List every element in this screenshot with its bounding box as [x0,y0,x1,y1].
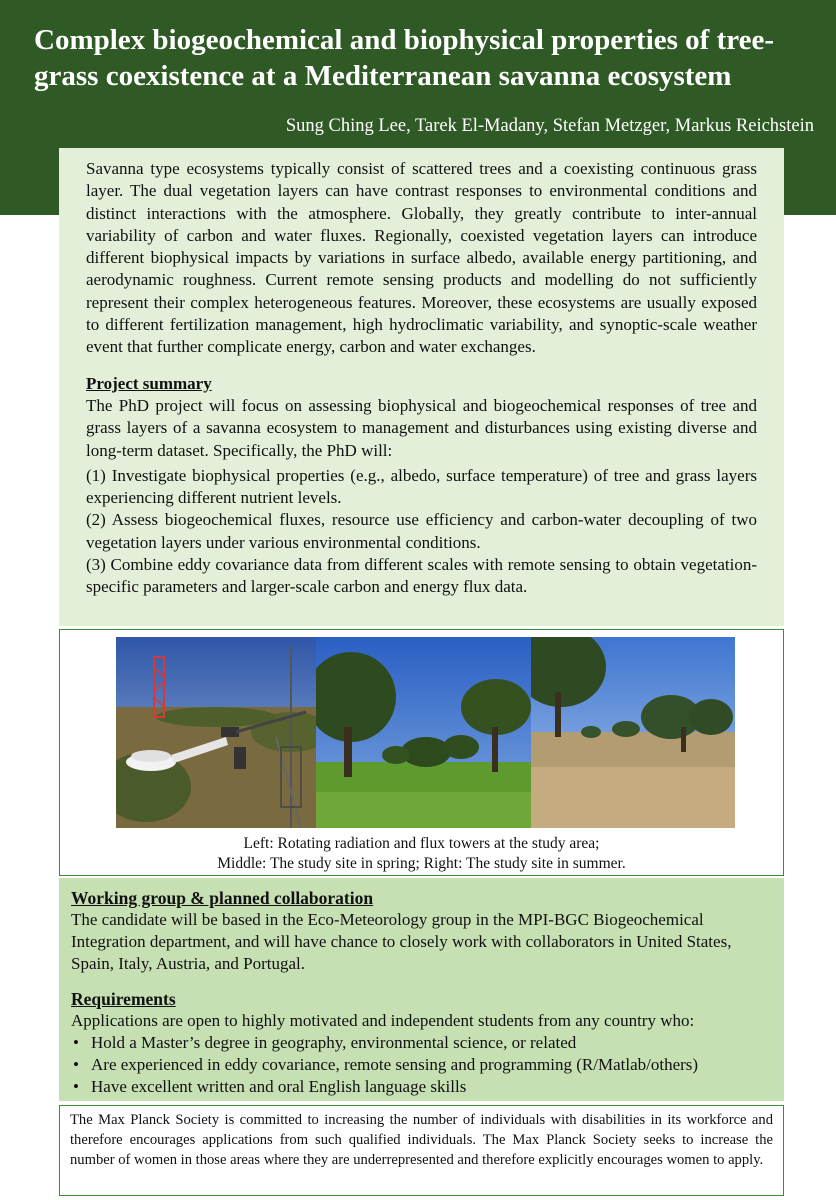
requirements-list [71,1032,772,1098]
project-summary-heading: Project summary [86,373,212,393]
intro-section [59,148,784,626]
caption-line-1: Left: Rotating radiation and flux towers at the study area; [243,835,600,852]
poster-title: Complex biogeochemical and biophysical properties of tree-grass coexistence at a Mediterranean savanna ecosystem [34,24,774,92]
intro-paragraph: Savanna type ecosystems typically consist of scattered trees and a coexisting continuous grass layer. The dual vegetation layers can have contrast responses to environmental conditions and distinct interactions with the atmosphere. Globally, they greatly contribute to inter-annual variability of carbon and water fluxes. Regionally, coexisted vegetation layers can introduce different biophysical impacts by variations in surface albedo, available energy partitioning, and aerodynamic roughness. Current remote sensing products and modelling do not sufficiently represent their complex heterogeneous features. Moreover, these ecosystems are usually exposed to different fertilization management, high hydroclimatic variability, and synoptic-scale weather event that further complicate energy, carbon and water exchanges. [86,159,757,357]
photo-flux-towers [116,637,316,828]
equality-statement: The Max Planck Society is committed to increasing the number of individuals with disabilities in its workforce and therefore encourages applications from such qualified individuals. The Max Planck Society seeks to increase the number of women in those areas where they are underrepresented and therefore explicitly encourages women to apply. [70,1112,773,1168]
group-heading: Working group & planned collaboration [71,888,374,908]
requirements-intro: Applications are open to highly motivated and independent students from any country who: [71,1011,695,1030]
requirement-item: • Hold a Master’s degree in geography, environmental science, or related [71,1032,772,1054]
requirements-heading: Requirements [71,989,176,1009]
photo-spring-site [316,637,531,828]
summary-item-1: (1) Investigate biophysical properties (e.g., albedo, surface temperature) of tree and grass layers experiencing different nutrient levels. [86,465,757,508]
equality-statement-box [59,1105,784,1196]
summary-item-3: (3) Combine eddy covariance data from different scales with remote sensing to obtain vegetation-specific parameters and larger-scale carbon and energy flux data. [86,555,757,597]
summary-item-2: (2) Assess biogeochemical fluxes, resource use efficiency and carbon-water decoupling of two vegetation layers under various environmental conditions. [86,510,757,552]
caption-line-2: Middle: The study site in spring; Right: The study site in summer. [217,855,626,872]
group-text: The candidate will be based in the Eco-Meteorology group in the MPI-BGC Biogeochemical Integration department, and will have chance to closely work with collaborators in United States, Spain, Italy, Austria, and Portugal. [71,910,732,973]
photo-caption [60,834,783,874]
authors: Sung Ching Lee, Tarek El-Madany, Stefan Metzger, Markus Reichstein [285,116,814,136]
photo-section [59,629,784,876]
group-section [59,878,784,1101]
requirement-item: • Are experienced in eddy covariance, remote sensing and programming (R/Matlab/others) [71,1054,772,1076]
requirement-item: • Have excellent written and oral English language skills [71,1076,772,1098]
photo-strip [116,637,735,828]
photo-summer-site [531,637,735,828]
project-summary-text: The PhD project will focus on assessing biophysical and biogeochemical responses of tree and grass layers of a savanna ecosystem to management and disturbances using existing diverse and long-term dataset. Specifically, the PhD will: [86,395,757,460]
